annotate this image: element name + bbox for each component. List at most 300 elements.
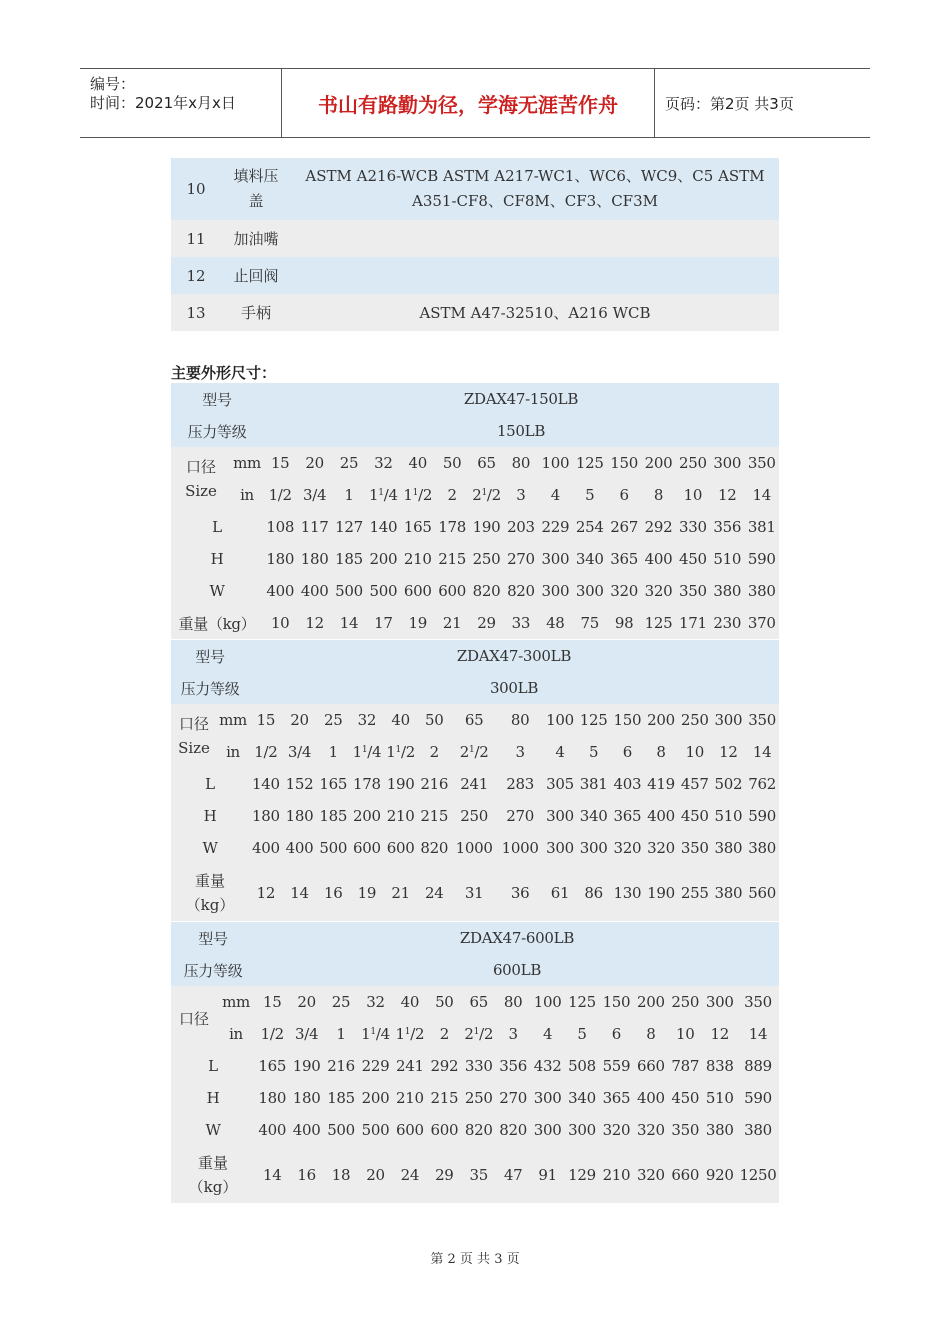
pressure-value: 600LB (492, 961, 542, 979)
W-label: W (209, 582, 225, 600)
in-value: 12 (718, 486, 737, 504)
part-number: 10 (186, 180, 206, 198)
in-value: 3 (516, 486, 526, 504)
mm-value: 32 (366, 993, 385, 1011)
W-value: 820 (499, 1121, 528, 1139)
H-value: 200 (369, 550, 398, 568)
L-value: 432 (533, 1057, 562, 1075)
in-row (171, 736, 779, 768)
H-value: 400 (647, 807, 675, 825)
W-value: 320 (610, 582, 638, 600)
L-value: 203 (507, 518, 535, 536)
part-number: 11 (186, 229, 206, 248)
pressure-label: 压力等级 (183, 961, 243, 980)
in-label: in (229, 1025, 243, 1043)
H-value: 590 (748, 807, 776, 825)
W-value: 300 (533, 1121, 562, 1139)
fraction-numerator: 1 (469, 745, 475, 755)
L-value: 178 (438, 518, 467, 536)
pressure-value: 300LB (489, 679, 539, 697)
W-value: 350 (671, 1121, 700, 1139)
in-value: 6 (622, 743, 632, 761)
table-row (171, 158, 779, 220)
L-value: 108 (266, 518, 295, 536)
L-value: 178 (353, 775, 381, 793)
L-label: L (208, 1057, 218, 1075)
L-value: 292 (430, 1057, 459, 1075)
mm-row (171, 986, 779, 1018)
weight-value: 660 (671, 1165, 700, 1184)
size-label-cn: 口径 (178, 715, 209, 733)
H-value: 365 (610, 550, 638, 568)
L-value: 229 (361, 1057, 390, 1075)
in-value: $2^1/2$ (464, 1025, 494, 1043)
H-row (171, 1082, 779, 1114)
W-value: 300 (541, 582, 570, 600)
L-value: 229 (541, 518, 570, 536)
mm-value: 300 (713, 454, 742, 472)
weight-label-unit: （kg） (188, 1177, 238, 1196)
H-row (171, 543, 779, 575)
part-material: ASTM A216-WCB ASTM A217-WC1、WC6、WC9、C5 ASTM A351-CF8、CF8M、CF3、CF3M (305, 167, 765, 210)
weight-value: 86 (584, 883, 603, 902)
in-value: 6 (619, 486, 629, 504)
L-value: 508 (568, 1057, 596, 1075)
size-label (171, 447, 231, 511)
L-value: 165 (258, 1057, 287, 1075)
weight-value: 171 (679, 614, 707, 632)
in-value: 5 (577, 1025, 587, 1043)
weight-value: 380 (714, 883, 743, 902)
L-value: 216 (420, 775, 449, 793)
fraction-numerator: 1 (412, 488, 419, 498)
in-value: 10 (685, 743, 704, 761)
dimension-table-600lb (171, 922, 779, 1203)
H-value: 400 (636, 1089, 665, 1107)
W-value: 400 (251, 839, 280, 857)
mm-label: mm (222, 993, 250, 1011)
W-value: 380 (747, 582, 776, 600)
L-row (171, 511, 779, 543)
weight-value: 91 (538, 1165, 557, 1184)
L-value: 762 (748, 775, 776, 793)
mm-value: 65 (477, 454, 496, 472)
model-row (171, 922, 779, 954)
in-value: 5 (585, 486, 595, 504)
table-row (171, 294, 779, 331)
in-value: 4 (555, 743, 565, 761)
W-value: 320 (644, 582, 673, 600)
W-value: 320 (613, 839, 642, 857)
L-value: 216 (327, 1057, 355, 1075)
weight-value: 16 (323, 883, 343, 902)
W-row (171, 575, 779, 607)
mm-value: 350 (747, 454, 776, 472)
weight-value: 125 (644, 614, 673, 632)
H-value: 365 (613, 807, 642, 825)
in-label: in (240, 486, 254, 504)
weight-value: 18 (331, 1165, 351, 1184)
pressure-row (171, 672, 779, 704)
part-material: ASTM A47-32510、A216 WCB (419, 304, 651, 322)
mm-value: 200 (647, 711, 675, 729)
W-value: 600 (430, 1121, 459, 1139)
H-value: 300 (533, 1089, 562, 1107)
H-value: 185 (327, 1089, 355, 1107)
weight-value: 20 (366, 1165, 385, 1184)
in-value: 4 (542, 1025, 553, 1043)
table-row (171, 220, 779, 257)
parts-table (171, 158, 779, 331)
weight-value: 130 (613, 883, 642, 902)
H-value: 450 (680, 807, 709, 825)
weight-value: 31 (464, 883, 484, 902)
pressure-label: 压力等级 (180, 679, 240, 698)
mm-value: 150 (613, 711, 642, 729)
W-value: 400 (300, 582, 329, 600)
in-value: 1/2 (268, 486, 292, 504)
W-value: 320 (636, 1121, 665, 1139)
part-material (291, 220, 779, 257)
fraction-numerator: 1 (370, 1027, 376, 1037)
mm-value: 100 (546, 711, 574, 729)
model-row (171, 383, 779, 415)
in-value: 3 (508, 1025, 518, 1043)
weight-value: 21 (442, 614, 462, 632)
part-number: 13 (186, 303, 206, 322)
W-value: 600 (403, 582, 432, 600)
weight-value: 560 (748, 883, 776, 902)
weight-value: 190 (647, 883, 675, 902)
header-meta (80, 69, 282, 137)
weight-value: 47 (503, 1165, 523, 1184)
W-value: 820 (507, 582, 535, 600)
mm-value: 100 (541, 454, 570, 472)
L-value: 457 (680, 775, 709, 793)
W-value: 300 (579, 839, 608, 857)
mm-row (171, 447, 779, 479)
in-value: $1^1/2$ (395, 1025, 425, 1043)
H-value: 400 (644, 550, 673, 568)
weight-label (171, 864, 249, 921)
size-label-en: Size (178, 739, 210, 757)
in-value: 3/4 (287, 743, 312, 761)
weight-value: 129 (568, 1165, 596, 1184)
mm-value: 50 (442, 454, 462, 472)
mm-value: 25 (339, 454, 359, 472)
H-value: 340 (575, 550, 604, 568)
H-value: 450 (679, 550, 707, 568)
mm-value: 40 (400, 993, 420, 1011)
mm-value: 25 (331, 993, 351, 1011)
weight-label-cn: 重量 (197, 1153, 228, 1172)
W-value: 500 (335, 582, 363, 600)
weight-value: 75 (580, 614, 599, 632)
H-value: 270 (506, 807, 534, 825)
H-value: 270 (499, 1089, 528, 1107)
L-value: 165 (403, 518, 432, 536)
fraction-numerator: 1 (481, 488, 487, 498)
mm-row (171, 704, 779, 736)
W-value: 820 (472, 582, 501, 600)
W-value: 600 (386, 839, 415, 857)
model-row (171, 640, 779, 672)
in-value: 12 (710, 1025, 729, 1043)
H-value: 215 (420, 807, 449, 825)
H-value: 365 (602, 1089, 631, 1107)
L-value: 140 (251, 775, 280, 793)
H-value: 200 (361, 1089, 390, 1107)
H-value: 185 (335, 550, 363, 568)
W-value: 400 (258, 1121, 287, 1139)
W-value: 380 (714, 839, 743, 857)
mm-value: 200 (644, 454, 673, 472)
H-value: 215 (438, 550, 467, 568)
model-value: ZDAX47-600LB (459, 929, 575, 947)
part-material (291, 257, 779, 294)
L-value: 165 (319, 775, 348, 793)
in-value: 10 (676, 1025, 695, 1043)
dimension-table-150lb (171, 383, 779, 639)
L-row (171, 768, 779, 800)
L-value: 254 (575, 518, 604, 536)
mm-value: 20 (305, 454, 324, 472)
in-value: 5 (589, 743, 599, 761)
W-value: 500 (319, 839, 348, 857)
H-value: 300 (546, 807, 574, 825)
part-name: 加油嘴 (233, 230, 279, 248)
weight-value: 19 (408, 614, 427, 632)
weight-value: 98 (614, 614, 634, 632)
mm-value: 250 (679, 454, 707, 472)
mm-value: 32 (357, 711, 377, 729)
weight-value: 17 (374, 614, 393, 632)
weight-value: 61 (550, 883, 570, 902)
H-row (171, 800, 779, 832)
L-value: 152 (285, 775, 314, 793)
H-value: 340 (568, 1089, 596, 1107)
W-value: 400 (292, 1121, 321, 1139)
size-label-cn: 口径 (185, 458, 216, 476)
in-value: 14 (752, 743, 772, 761)
W-label: W (202, 839, 218, 857)
L-value: 241 (396, 1057, 424, 1075)
L-value: 838 (705, 1057, 734, 1075)
H-value: 180 (285, 807, 314, 825)
L-value: 241 (460, 775, 488, 793)
mm-value: 25 (323, 711, 343, 729)
model-label: 型号 (195, 647, 225, 666)
mm-value: 15 (270, 454, 290, 472)
W-value: 820 (420, 839, 449, 857)
H-value: 210 (396, 1089, 424, 1107)
weight-value: 920 (705, 1165, 734, 1184)
in-value: 14 (752, 486, 771, 504)
mm-value: 40 (408, 454, 427, 472)
header-page-info: 页码：第2页 共3页 (665, 94, 794, 113)
pressure-row (171, 954, 779, 986)
W-value: 320 (647, 839, 675, 857)
weight-value: 24 (400, 1165, 420, 1184)
part-number: 12 (186, 266, 206, 285)
W-value: 320 (602, 1121, 631, 1139)
H-value: 180 (251, 807, 280, 825)
H-value: 180 (292, 1089, 321, 1107)
L-value: 140 (369, 518, 398, 536)
W-value: 300 (575, 582, 604, 600)
weight-value: 14 (339, 614, 359, 632)
in-value: 3 (515, 743, 525, 761)
W-value: 600 (396, 1121, 424, 1139)
mm-value: 20 (297, 993, 316, 1011)
mm-value: 150 (602, 993, 631, 1011)
mm-label: mm (219, 711, 247, 729)
mm-value: 150 (610, 454, 638, 472)
weight-value: 210 (602, 1165, 631, 1184)
mm-value: 125 (579, 711, 608, 729)
table-row (171, 257, 779, 294)
in-value: 14 (748, 1025, 768, 1043)
H-value: 200 (353, 807, 381, 825)
mm-value: 80 (510, 711, 530, 729)
weight-label: 重量（kg） (178, 614, 256, 633)
weight-value: 1250 (739, 1165, 777, 1184)
weight-value: 29 (435, 1165, 454, 1184)
part-name: 填料压盖 (233, 167, 279, 210)
in-value: 12 (719, 743, 738, 761)
weight-value: 16 (297, 1165, 316, 1184)
L-value: 419 (647, 775, 675, 793)
L-value: 117 (300, 518, 329, 536)
mm-value: 300 (714, 711, 743, 729)
part-name: 止回阀 (233, 267, 279, 285)
fraction-numerator: 1 (395, 745, 401, 755)
mm-value: 40 (391, 711, 410, 729)
W-value: 1000 (501, 839, 539, 857)
weight-label (171, 1146, 255, 1203)
weight-row (171, 864, 779, 921)
weight-value: 19 (357, 883, 377, 902)
weight-value: 14 (290, 883, 309, 902)
in-value: $1^1/2$ (403, 486, 433, 504)
weight-value: 33 (511, 614, 531, 632)
mm-value: 350 (744, 993, 772, 1011)
in-value: 8 (653, 486, 664, 504)
L-value: 787 (671, 1057, 700, 1075)
W-value: 820 (464, 1121, 493, 1139)
H-value: 250 (472, 550, 501, 568)
weight-label-cn: 重量 (194, 871, 225, 890)
L-value: 127 (335, 518, 363, 536)
document-time: 时间：2021年x月x日 (90, 94, 236, 112)
W-value: 380 (744, 1121, 772, 1139)
in-row (171, 1018, 779, 1050)
W-value: 380 (705, 1121, 734, 1139)
in-value: 3/4 (295, 1025, 319, 1043)
H-value: 185 (319, 807, 348, 825)
document-number: 编号： (90, 75, 136, 93)
mm-label: mm (233, 454, 261, 472)
mm-value: 15 (256, 711, 276, 729)
L-value: 190 (292, 1057, 321, 1075)
W-value: 600 (438, 582, 467, 600)
mm-value: 15 (262, 993, 282, 1011)
in-value: 1/2 (260, 1025, 284, 1043)
model-label: 型号 (198, 929, 228, 948)
model-value: ZDAX47-150LB (463, 390, 579, 408)
in-value: $1^1/4$ (369, 486, 398, 504)
mm-value: 350 (748, 711, 776, 729)
L-value: 283 (506, 775, 534, 793)
H-value: 590 (747, 550, 776, 568)
H-value: 300 (541, 550, 570, 568)
L-value: 190 (472, 518, 501, 536)
part-name: 手柄 (240, 304, 271, 322)
weight-row (171, 1146, 779, 1203)
weight-value: 36 (510, 883, 530, 902)
H-value: 180 (300, 550, 329, 568)
in-value: 2 (439, 1025, 449, 1043)
L-value: 889 (744, 1057, 772, 1075)
H-value: 590 (744, 1089, 772, 1107)
L-value: 305 (546, 775, 574, 793)
H-value: 510 (713, 550, 742, 568)
H-label: H (206, 1089, 220, 1107)
model-label: 型号 (202, 390, 232, 409)
weight-value: 48 (546, 614, 565, 632)
fraction-numerator: 1 (361, 745, 368, 755)
H-value: 450 (671, 1089, 700, 1107)
L-value: 381 (747, 518, 776, 536)
size-label-en: Size (185, 482, 217, 500)
H-value: 210 (403, 550, 432, 568)
H-value: 270 (507, 550, 535, 568)
mm-value: 50 (425, 711, 444, 729)
header-motto: 书山有路勤为径，学海无涯苦作舟 (282, 69, 655, 137)
H-label: H (203, 807, 217, 825)
in-value: 1 (336, 1025, 346, 1043)
weight-value: 320 (636, 1165, 665, 1184)
mm-value: 80 (503, 993, 523, 1011)
W-value: 400 (266, 582, 295, 600)
size-label (171, 704, 217, 768)
H-value: 180 (266, 550, 295, 568)
in-value: 6 (611, 1025, 622, 1043)
mm-value: 125 (575, 454, 604, 472)
weight-label-unit: （kg） (185, 895, 235, 914)
L-value: 660 (636, 1057, 665, 1075)
W-row (171, 832, 779, 864)
L-label: L (205, 775, 215, 793)
in-value: $1^1/4$ (352, 743, 382, 761)
H-value: 210 (386, 807, 415, 825)
H-value: 510 (705, 1089, 734, 1107)
weight-value: 21 (391, 883, 410, 902)
L-label: L (212, 518, 222, 536)
mm-value: 200 (636, 993, 665, 1011)
W-value: 350 (679, 582, 707, 600)
in-row (171, 479, 779, 511)
in-value: 2 (447, 486, 457, 504)
weight-value: 10 (270, 614, 290, 632)
in-value: 8 (656, 743, 666, 761)
L-value: 559 (602, 1057, 631, 1075)
mm-value: 80 (511, 454, 531, 472)
in-value: 1 (344, 486, 354, 504)
H-value: 215 (430, 1089, 459, 1107)
W-value: 500 (327, 1121, 355, 1139)
in-value: $2^1/2$ (472, 486, 501, 504)
